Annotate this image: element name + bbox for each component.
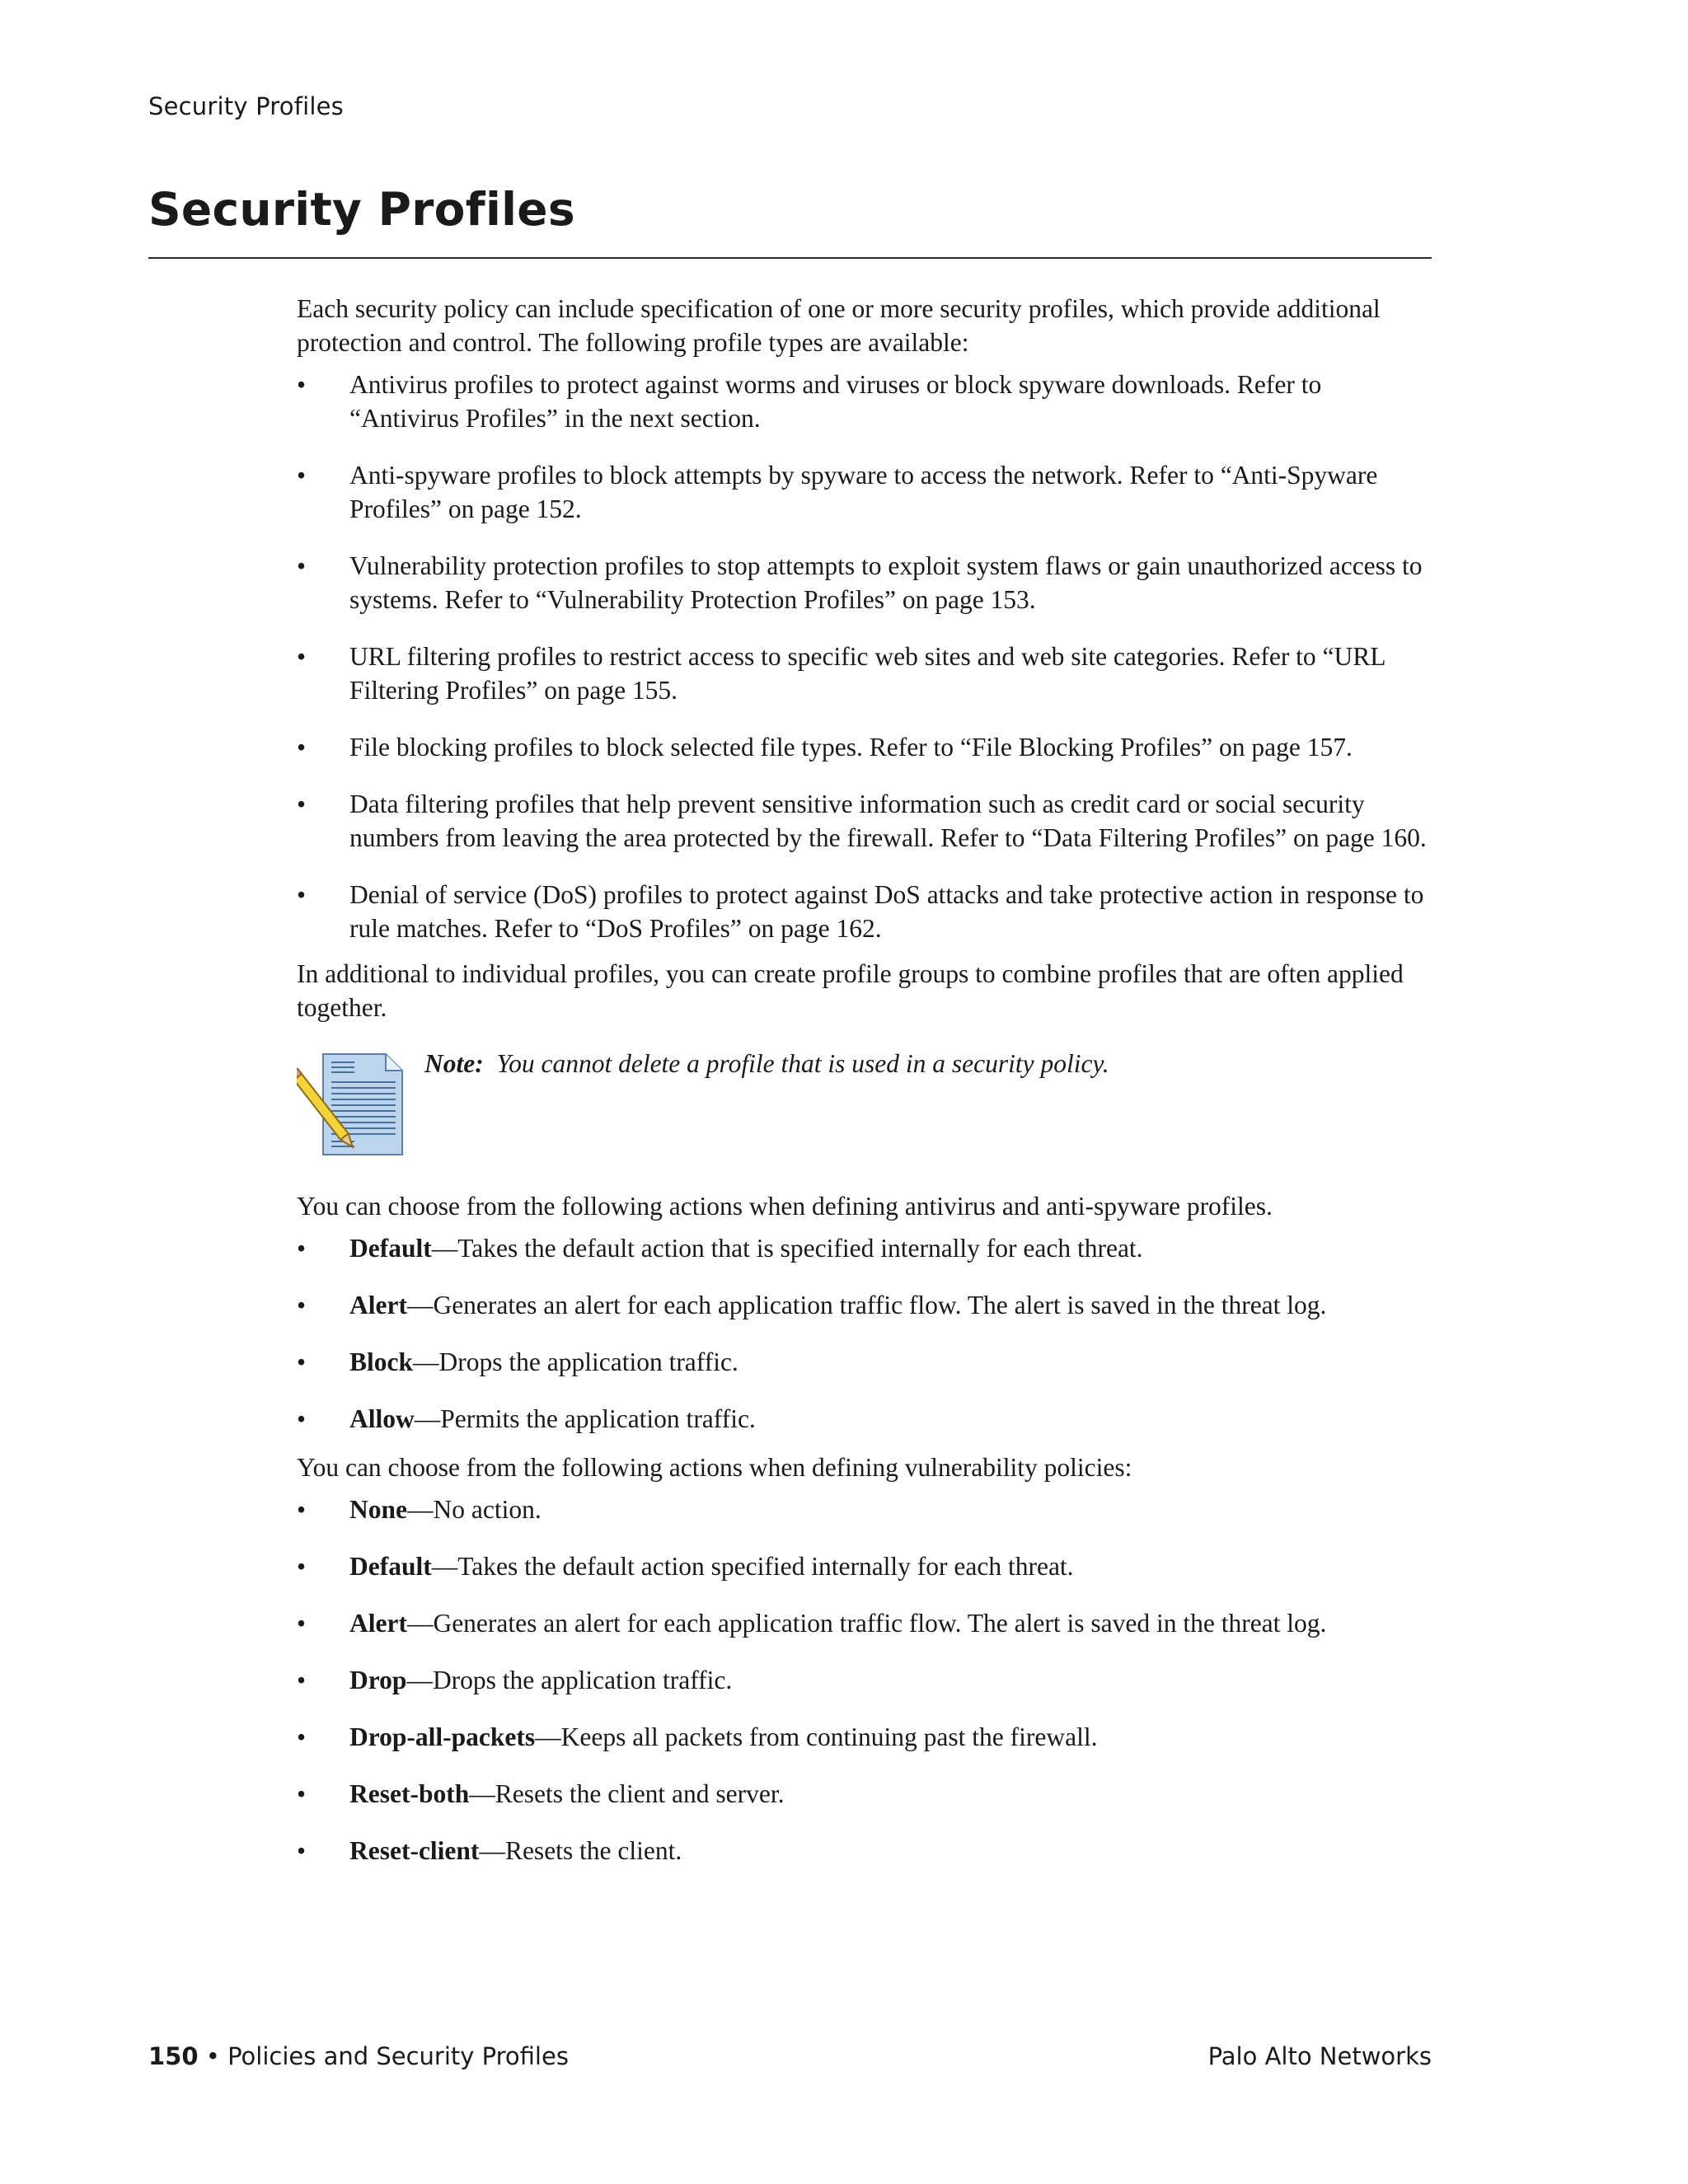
list-item: [297, 458, 1434, 526]
list-item: [297, 1345, 1434, 1379]
list-item-text: URL filtering profiles to restrict access to specific web sites and web site categories. Refer to “URL Filtering Profiles” on page 155.: [349, 642, 1386, 705]
action-term: Reset-both: [349, 1779, 470, 1808]
bullet: •: [297, 880, 307, 909]
bullet: •: [297, 790, 307, 818]
action-desc: —Drops the application traffic.: [413, 1347, 738, 1376]
list-item-text: Anti-spyware profiles to block attempts by spyware to access the network. Refer to “Anti-Spyware Profiles” on page 152.: [349, 461, 1378, 523]
bullet: •: [297, 1495, 307, 1524]
running-header: Security Profiles: [148, 92, 344, 120]
bullet: •: [297, 1609, 307, 1638]
profile-groups-paragraph: In additional to individual profiles, you can create profile groups to combine profiles that are often applied together.: [297, 959, 1404, 1022]
list-item: [297, 1834, 1434, 1868]
intro-paragraph: Each security policy can include specification of one or more security profiles, which provide additional protection and control. The following profile types are available:: [297, 294, 1381, 357]
list-item: [297, 1663, 1434, 1697]
action-desc: —Takes the default action specified internally for each threat.: [431, 1552, 1074, 1581]
list-item: [297, 730, 1434, 764]
footer-company: Palo Alto Networks: [1207, 2042, 1432, 2070]
action-term: Drop: [349, 1666, 407, 1694]
action-desc: —Keeps all packets from continuing past the firewall.: [535, 1722, 1098, 1751]
bullet: •: [297, 370, 307, 399]
action-desc: —Resets the client.: [479, 1836, 682, 1865]
title-rule: [148, 257, 1432, 259]
av-actions-list: [297, 1231, 1434, 1436]
footer-section: Policies and Security Profiles: [227, 2042, 569, 2070]
bullet: •: [297, 1779, 307, 1808]
action-term: Alert: [349, 1291, 407, 1319]
page-number: 150: [148, 2042, 199, 2070]
list-item-text: Vulnerability protection profiles to stop attempts to exploit system flaws or gain unauthorized access to systems. Refer to “Vulnerability Protection Profiles” on page 153.: [349, 551, 1423, 614]
list-item: [297, 1288, 1434, 1322]
note-box: [297, 1049, 1434, 1165]
action-desc: —Drops the application traffic.: [406, 1666, 733, 1694]
content: [297, 292, 1434, 1882]
list-item-text: Denial of service (DoS) profiles to protect against DoS attacks and take protective action in response to rule matches. Refer to “DoS Profiles” on page 162.: [349, 880, 1424, 943]
bullet: •: [297, 1347, 307, 1376]
action-desc: —Generates an alert for each application traffic flow. The alert is saved in the threat log.: [406, 1609, 1327, 1638]
bullet: •: [297, 461, 307, 490]
note-text: [424, 1047, 1109, 1080]
list-item: [297, 787, 1434, 855]
action-desc: —Generates an alert for each application traffic flow. The alert is saved in the threat log.: [406, 1291, 1327, 1319]
profile-types-list: [297, 368, 1434, 945]
bullet: •: [297, 1722, 307, 1751]
bullet: •: [297, 1404, 307, 1433]
list-item: [297, 368, 1434, 435]
list-item: [297, 1493, 1434, 1526]
bullet: •: [297, 1666, 307, 1694]
list-item: [297, 1606, 1434, 1640]
list-item-text: Data filtering profiles that help prevent sensitive information such as credit card or social security numbers from leaving the area protected by the firewall. Refer to “Data Filtering Profiles” on page 160.: [349, 790, 1427, 852]
note-pencil-icon: [297, 1049, 406, 1158]
list-item-text: Antivirus profiles to protect against worms and viruses or block spyware downloads. Refer to “Antivirus Profiles” in the next section.: [349, 370, 1322, 433]
action-desc: —Takes the default action that is specified internally for each threat.: [431, 1234, 1143, 1263]
action-term: Block: [349, 1347, 414, 1376]
bullet: •: [297, 733, 307, 762]
list-item: [297, 1402, 1434, 1436]
list-item: [297, 1720, 1434, 1754]
note-label: Note:: [424, 1049, 484, 1078]
action-term: Allow: [349, 1404, 415, 1433]
bullet: •: [297, 1552, 307, 1581]
list-item: [297, 549, 1434, 616]
action-term: Drop-all-packets: [349, 1722, 536, 1751]
bullet: •: [297, 1234, 307, 1263]
bullet: •: [297, 551, 307, 580]
vuln-actions-lead: You can choose from the following actions when defining vulnerability policies:: [297, 1453, 1132, 1482]
bullet: •: [297, 642, 307, 671]
vuln-actions-list: [297, 1493, 1434, 1868]
footer-separator: •: [198, 2042, 228, 2070]
footer-left: [148, 2042, 569, 2070]
av-actions-lead: You can choose from the following actions when defining antivirus and anti-spyware profiles.: [297, 1192, 1273, 1221]
list-item-text: File blocking profiles to block selected file types. Refer to “File Blocking Profiles” on page 157.: [349, 733, 1353, 762]
list-item: [297, 640, 1434, 707]
bullet: •: [297, 1836, 307, 1865]
action-term: Default: [349, 1552, 432, 1581]
action-desc: —No action.: [407, 1495, 542, 1524]
bullet: •: [297, 1291, 307, 1319]
note-body: You cannot delete a profile that is used in a security policy.: [496, 1049, 1109, 1078]
action-term: Default: [349, 1234, 432, 1263]
action-term: None: [349, 1495, 407, 1524]
page-title: Security Profiles: [148, 183, 575, 236]
action-desc: —Permits the application traffic.: [414, 1404, 756, 1433]
action-term: Alert: [349, 1609, 407, 1638]
list-item: [297, 1777, 1434, 1811]
action-term: Reset-client: [349, 1836, 480, 1865]
action-desc: —Resets the client and server.: [469, 1779, 785, 1808]
list-item: [297, 1231, 1434, 1265]
list-item: [297, 878, 1434, 945]
list-item: [297, 1549, 1434, 1583]
